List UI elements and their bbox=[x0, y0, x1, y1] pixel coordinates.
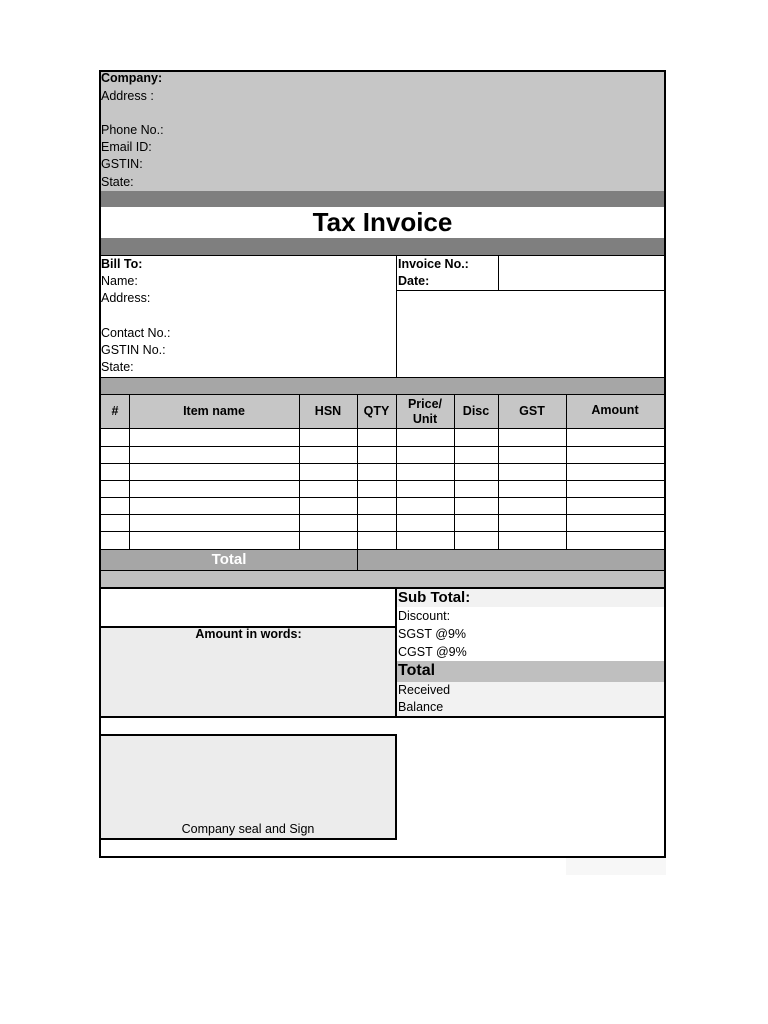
company-state-label: State: bbox=[101, 175, 134, 189]
col-header-price-unit: Price/ Unit bbox=[407, 396, 443, 426]
col-header-amount: Amount bbox=[591, 402, 639, 417]
col-line bbox=[129, 394, 130, 549]
company-name-label: Company: bbox=[101, 71, 163, 85]
col-line bbox=[454, 394, 455, 570]
items-body bbox=[101, 429, 664, 549]
company-block bbox=[101, 72, 664, 191]
cgst-label: CGST @9% bbox=[398, 645, 467, 659]
title-bottom-bar bbox=[101, 238, 664, 255]
col-line bbox=[566, 394, 567, 570]
bill-divider bbox=[396, 255, 397, 377]
company-email-label: Email ID: bbox=[101, 140, 152, 154]
invoice-date-label: Date: bbox=[398, 274, 430, 288]
amount-in-words-label: Amount in words: bbox=[195, 627, 302, 641]
col-header-disc: Disc bbox=[462, 404, 490, 418]
bill-name-label: Name: bbox=[101, 274, 138, 288]
col-line bbox=[498, 394, 499, 570]
col-header-hsn: HSN bbox=[314, 404, 342, 418]
bill-contact-label: Contact No.: bbox=[101, 326, 171, 340]
received-label: Received bbox=[398, 683, 451, 697]
table-row bbox=[101, 531, 664, 532]
table-row bbox=[101, 463, 664, 464]
bill-address-label: Address: bbox=[101, 291, 151, 305]
col-line bbox=[299, 394, 300, 549]
balance-label: Balance bbox=[398, 700, 444, 714]
table-row bbox=[101, 446, 664, 447]
invoice-meta-line bbox=[396, 290, 499, 291]
page-title: Tax Invoice bbox=[312, 207, 453, 237]
col-header-number: # bbox=[111, 404, 119, 418]
summary-total-label: Total bbox=[398, 662, 436, 679]
col-header-gst: GST bbox=[519, 404, 545, 418]
summary-bottom-line bbox=[99, 716, 666, 718]
invoice-no-date-value-box[interactable] bbox=[498, 256, 664, 291]
table-row bbox=[101, 480, 664, 481]
title-top-bar bbox=[101, 191, 664, 207]
sgst-label: SGST @9% bbox=[398, 627, 467, 641]
blank-box bbox=[101, 589, 396, 626]
company-address-label: Address : bbox=[101, 89, 154, 103]
footer-shade bbox=[566, 858, 666, 875]
col-line bbox=[357, 549, 358, 570]
sub-total-label: Sub Total: bbox=[398, 589, 471, 606]
bill-to-heading: Bill To: bbox=[101, 257, 143, 271]
col-line bbox=[357, 394, 358, 570]
bill-gstin-label: GSTIN No.: bbox=[101, 343, 166, 357]
summary-top-bar bbox=[101, 570, 664, 587]
company-gstin-label: GSTIN: bbox=[101, 157, 143, 171]
company-seal-label: Company seal and Sign bbox=[181, 822, 315, 836]
table-top-bar bbox=[101, 377, 664, 394]
invoice-no-label: Invoice No.: bbox=[398, 257, 469, 271]
company-phone-label: Phone No.: bbox=[101, 123, 164, 137]
discount-label: Discount: bbox=[398, 609, 451, 623]
col-header-qty: QTY bbox=[363, 404, 390, 418]
summary-total-row bbox=[397, 661, 664, 682]
table-row bbox=[101, 497, 664, 498]
table-row bbox=[101, 514, 664, 515]
col-line bbox=[396, 394, 397, 570]
total-row-label: Total bbox=[211, 551, 247, 568]
col-header-item-name: Item name bbox=[183, 404, 245, 418]
bill-state-label: State: bbox=[101, 360, 134, 374]
